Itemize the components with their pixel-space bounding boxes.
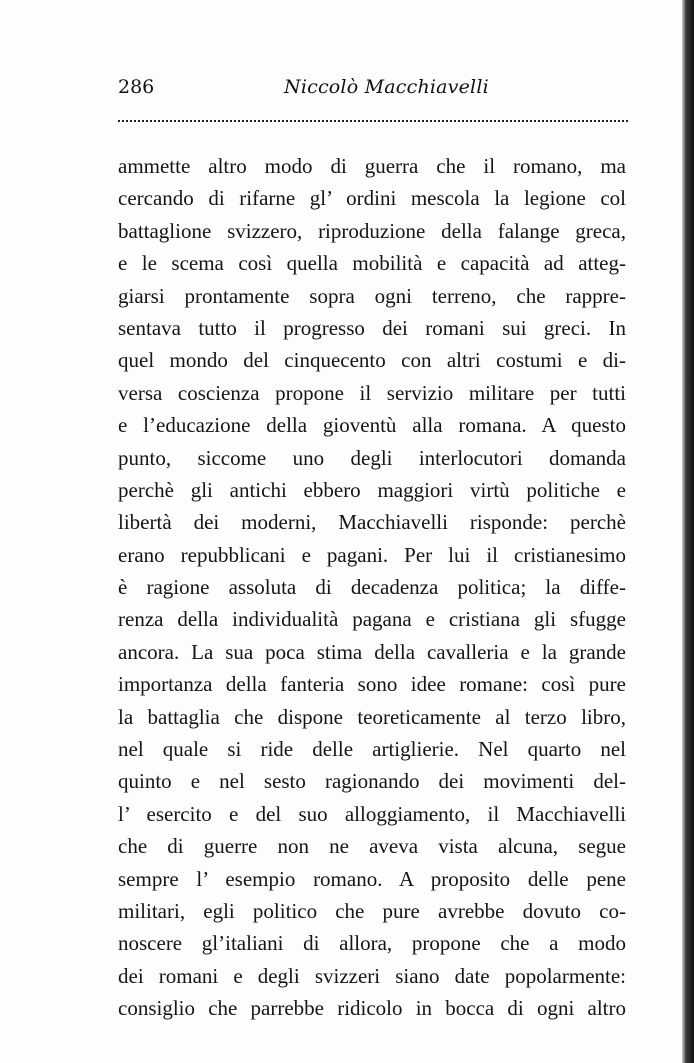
text-line: versa coscienza propone il servizio militare per tutti	[118, 380, 626, 405]
running-head: Niccolò Macchiavelli	[284, 76, 489, 98]
text-line: militari, egli politico che pure avrebbe dovuto co-	[118, 898, 626, 923]
text-line: è ragione assoluta di decadenza politica; la diffe-	[118, 575, 626, 600]
text-line: importanza della fanteria sono idee romane: così pure	[118, 672, 626, 697]
text-line: quinto e nel sesto ragionando dei movimenti del-	[118, 769, 626, 794]
text-line: cercando di rifarne gl’ ordini mescola la legione col	[118, 186, 626, 211]
text-line: quel mondo del cinquecento con altri costumi e di-	[118, 348, 626, 373]
text-line: che di guerre non ne aveva vista alcuna, segue	[118, 834, 626, 859]
text-line: erano repubblicani e pagani. Per lui il cristianesimo	[118, 542, 626, 567]
text-line: nel quale si ride delle artiglierie. Nel quarto nel	[118, 737, 626, 762]
text-line: giarsi prontamente sopra ogni terreno, che rappre-	[118, 283, 626, 308]
text-line: ammette altro modo di guerra che il romano, ma	[118, 154, 626, 178]
header-rule	[118, 120, 628, 122]
text-line: l’ esercito e del suo alloggiamento, il Macchiavelli	[118, 801, 626, 826]
text-line: renza della individualità pagana e cristiana gli sfugge	[118, 607, 626, 632]
text-line: consiglio che parrebbe ridicolo in bocca di ogni altro	[118, 996, 626, 1021]
text-line: libertà dei moderni, Macchiavelli risponde: perchè	[118, 510, 626, 535]
page-number: 286	[118, 76, 155, 98]
text-line: e l’educazione della gioventù alla romana. A questo	[118, 413, 626, 438]
text-line: sentava tutto il progresso dei romani sui greci. In	[118, 315, 626, 340]
page-edge-shadow	[682, 0, 694, 1063]
page-header	[118, 76, 628, 106]
text-line: dei romani e degli svizzeri siano date popolarmente:	[118, 963, 626, 988]
body-text	[118, 150, 626, 1025]
text-line: perchè gli antichi ebbero maggiori virtù politiche e	[118, 477, 626, 502]
text-line: sempre l’ esempio romano. A proposito delle pene	[118, 866, 626, 891]
text-line: punto, siccome uno degli interlocutori domanda	[118, 445, 626, 470]
text-line: e le scema così quella mobilità e capacità ad atteg-	[118, 251, 626, 276]
text-line: noscere gl’italiani di allora, propone che a modo	[118, 931, 626, 956]
text-line: battaglione svizzero, riproduzione della falange greca,	[118, 218, 626, 243]
text-line: la battaglia che dispone teoreticamente al terzo libro,	[118, 704, 626, 729]
text-line: ancora. La sua poca stima della cavalleria e la grande	[118, 639, 626, 664]
